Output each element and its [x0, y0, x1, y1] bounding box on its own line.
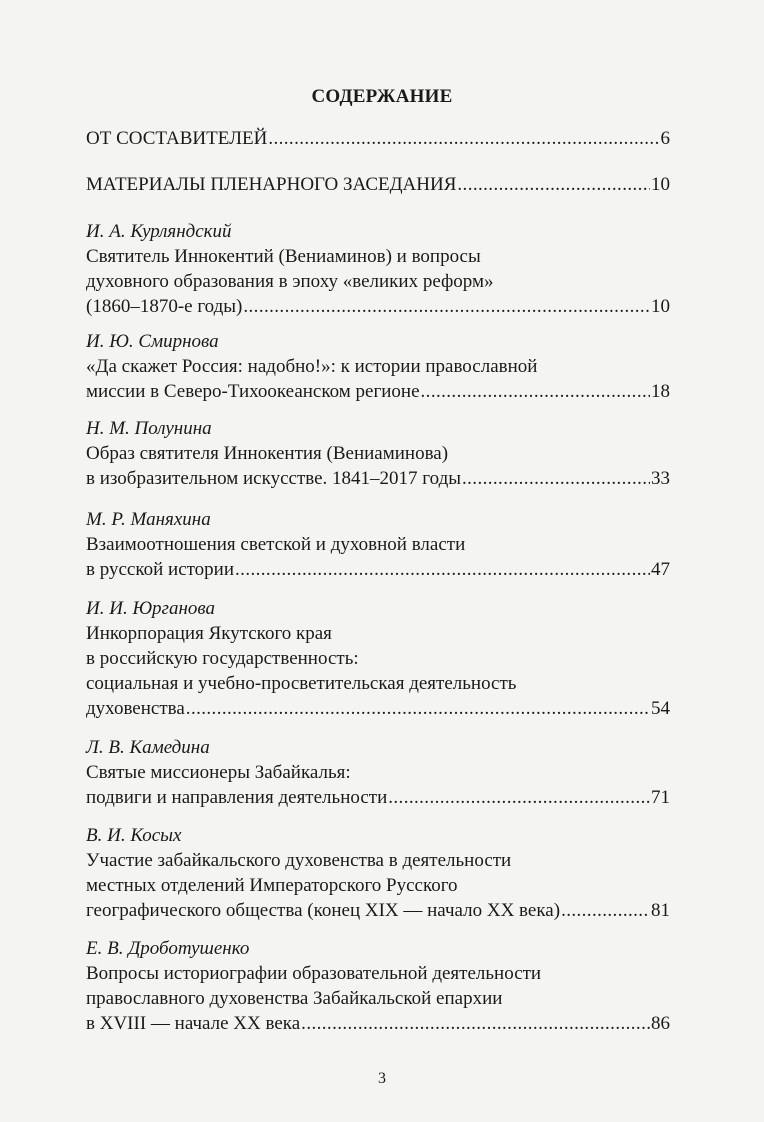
dot-leader [421, 379, 650, 404]
toc-title-line: духовного образования в эпоху «великих реформ» [86, 271, 494, 292]
toc-entry-title: духовенства [86, 698, 185, 719]
toc-entry[interactable] [86, 219, 670, 319]
toc-page-number: 10 [651, 174, 670, 195]
toc-entry-line [86, 466, 670, 491]
toc-author: Н. М. Полунина [86, 418, 212, 439]
toc-title-line: в российскую государственность: [86, 648, 359, 669]
toc-author: М. Р. Маняхина [86, 509, 211, 530]
toc-entry[interactable] [86, 823, 670, 923]
toc-author: Л. В. Камедина [86, 737, 210, 758]
toc-entry[interactable] [86, 329, 670, 404]
toc-entry-line [86, 557, 670, 582]
toc-entry-title: в русской истории [86, 559, 235, 580]
page-number: 3 [378, 1070, 386, 1087]
toc-page-number: 71 [651, 787, 670, 808]
toc-entry-line [86, 1011, 670, 1036]
toc-page-number: 18 [651, 381, 670, 402]
toc-entry[interactable] [86, 735, 670, 810]
toc-entry-title: в изобразительном искусстве. 1841–2017 годы [86, 468, 461, 489]
toc-title-line: социальная и учебно-просветительская деятельность [86, 673, 517, 694]
toc-page-number: 6 [660, 128, 670, 149]
dot-leader [388, 785, 650, 810]
dot-leader [462, 466, 650, 491]
toc-author: И. А. Курляндский [86, 221, 232, 242]
toc-entry[interactable] [86, 126, 670, 151]
toc-entry-title: географического общества (конец XIX — начало XX века) [86, 900, 561, 921]
toc-title-line: Инкорпорация Якутского края [86, 623, 332, 644]
toc-title-line: Участие забайкальского духовенства в деятельности [86, 850, 512, 871]
toc-entry-line [86, 126, 670, 151]
toc-title-line: православного духовенства Забайкальской епархии [86, 988, 503, 1009]
dot-leader [561, 898, 650, 923]
toc-author: И. И. Юрганова [86, 598, 216, 619]
toc-page-number: 54 [651, 698, 670, 719]
toc-entry[interactable] [86, 416, 670, 491]
toc-page-number: 10 [651, 296, 670, 317]
toc-page-number: 86 [651, 1013, 670, 1034]
toc-entry-line [86, 785, 670, 810]
toc-entry-title: МАТЕРИАЛЫ ПЛЕНАРНОГО ЗАСЕДАНИЯ [86, 174, 457, 195]
toc-page-number: 47 [651, 559, 670, 580]
toc-title-line: Вопросы историографии образовательной деятельности [86, 963, 542, 984]
toc-entry-title: в XVIII — начале XX века [86, 1013, 301, 1034]
dot-leader [243, 294, 650, 319]
dot-leader [235, 557, 650, 582]
toc-entry[interactable] [86, 596, 670, 721]
toc-title-line: местных отделений Императорского Русского [86, 875, 458, 896]
dot-leader [186, 696, 650, 721]
toc-title-line: Взаимоотношения светской и духовной власти [86, 534, 466, 555]
dot-leader [457, 172, 650, 197]
toc-entry[interactable] [86, 507, 670, 582]
toc-entry-line [86, 379, 670, 404]
toc-entry[interactable] [86, 936, 670, 1036]
toc-author: Е. В. Дроботушенко [86, 938, 250, 959]
dot-leader [268, 126, 659, 151]
toc-entry[interactable] [86, 172, 670, 197]
toc-entry-title: миссии в Северо-Тихоокеанском регионе [86, 381, 420, 402]
page-title: СОДЕРЖАНИЕ [311, 86, 453, 107]
toc-entry-line [86, 172, 670, 197]
toc-page-number: 33 [651, 468, 670, 489]
toc-entry-title: ОТ СОСТАВИТЕЛЕЙ [86, 128, 268, 149]
toc-entry-line [86, 294, 670, 319]
toc-entry-line [86, 898, 670, 923]
toc-title-line: Святые миссионеры Забайкалья: [86, 762, 351, 783]
toc-title-line: Святитель Иннокентий (Вениаминов) и вопросы [86, 246, 481, 267]
toc-title-line: Образ святителя Иннокентия (Вениаминова) [86, 443, 449, 464]
toc-author: В. И. Косых [86, 825, 182, 846]
toc-entry-line [86, 696, 670, 721]
toc-title-line: «Да скажет Россия: надобно!»: к истории православной [86, 356, 538, 377]
toc-author: И. Ю. Смирнова [86, 331, 219, 352]
toc-entry-title: подвиги и направления деятельности [86, 787, 388, 808]
toc-page-number: 81 [651, 900, 670, 921]
dot-leader [301, 1011, 650, 1036]
toc-entry-title: (1860–1870-е годы) [86, 296, 243, 317]
